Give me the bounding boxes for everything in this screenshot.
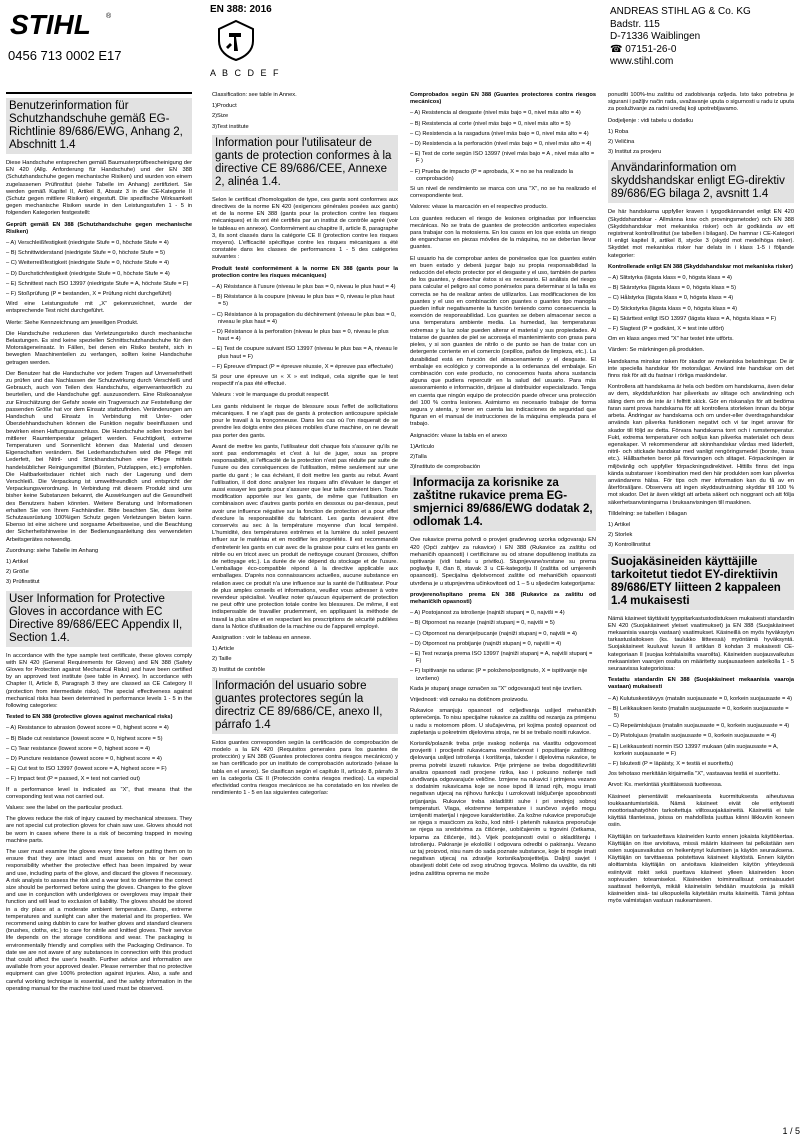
list-item: 2) Veličina: [608, 139, 635, 146]
page-number: 1 / 5: [782, 1126, 800, 1136]
section-heading-hr: Informacija za korisnike za zaštitne rukavice prema EG-smjernici 89/686/EWG dodatak 2, odlomak 1.4.: [410, 475, 596, 531]
paragraph: Geprüft gemäß EN 388 (Schutzhandschuhe gegen mechanische Risiken): [6, 221, 192, 235]
paragraph: ponuditi 100%-tnu zaštitu od zadobivanja ozljeda. Isto tako potrebna je sigurani i pažljiv način rada, uvažavanje uputa o sigurnosti u radu iz uputa za posluživanje za radni uređaj koji upotrebljavamo.: [608, 92, 794, 113]
list-item: – D) Pistolujuus (matalin suojausaste = 0, korkein suojausaste = 4): [608, 733, 777, 740]
list-item: – B) Blade cut resistance (lowest score = 0, highest score = 5): [6, 735, 163, 742]
list-item: – A) Résistance à l'usure (niveau le plus bas = 0, niveau le plus haut = 4): [212, 284, 396, 291]
paragraph: Vrijednosti: vidi oznaku na dotičnom proizvodu.: [410, 697, 529, 703]
list-item: 3) Prüfinstitut: [6, 579, 40, 586]
paragraph: Korisnik/polaznik treba prije svakog nošenja na vlastitu odgovornost provjeriti i procijeniti rukavicama neoštećenost i popuštanje zaštitnog djelovanja uslijed istrošenja i korištenja, također i dijelovima rukavice, te prema potrebi izuzeti rukavice. Prije primjene se treba dogoditi/izvršiti analiza opasnosti radi procjene rizika, kao i pokusno nošenje radi utvrđivanja odgovarajuće veličine. Izmjene na rukavici i primjena vezano s dodatnim rukavicama koje se nose ispod ili iznad njih, mogu imati negativan utjecaj na njihovu funkciju i uzrokovati isključenje sposobnosti prijanjanja. Rukavice treba skladištiti suhe i pri srednjoj sobnoj temperaturi. Vlaga, ekstremne temperature i sunčevo svjetlo mogu izmijeniti materijal i njegove karakteristike. Za kožne rukavice preporučuje se njega s masćicom za kožu, kod nitril- i pletenih rukavica preporučuje se njega sa sredstvima za čišćenje, uobičajenim u trgovini (četkama, krpama za čišćenje, itd.). Vijek postojanosti ovisi o skladištenju i istrošenju. Pakiranje je ekološki i odgovara odredbi o pakiranju. Vezano uz taj proizvod, nisu nam do sada poznate substance, koje bi mogle imati negativan utjecaj na zdravlje korisnika/posjetitelja. Daljnji savjet i obavijesti dobit ćete od svog stručnog trgovca. Molimo da uvažite, da niti jedna zaštitna oprema ne može: [410, 741, 596, 877]
paragraph: Der Benutzer hat die Handschuhe vor jedem Tragen auf Unversehrtheit zu prüfen und das Nachlassen der Schutzwirkung durch Verschleiß und Gebrauch, auch von Teilen des Handschuhs, eigenverantwortlich zu beurteilen, und die Handschuhe ggf. auszusondern. Eine Risikoanalyse zur Einschätzung der Gefahr sowie ein Tragversuch zur Feststellung der passenden Größe hat vor dem Einsatz stattzufinden. Veränderungen am Handschuh und Einsatz in Verbindung mit Unter- oder Überziehhandschuhen können die Funktion negativ beeinflussen und bewirken einen Haftungsausschluss. Die Handschuhe sollen trocken bei mittlerer Raumtemperatur gelagert werden. Feuchtigkeit, extreme Temperaturen und Sonnenlicht können das Material und dessen Eigenschaften verändern. Bei Lederhandschuhen wird die Pflege mit Lederfett, bei Nitril- und Strickhandschuhen eine Pflege mittels handelsüblicher Reinigungsmittel (Bürsten, Putzlappen, etc.) empfohlen. Die Haltbarkeitsdauer richtet sich nach der Lagerung und dem Verschleiß. Die Verpackung ist umweltfreundlich und entspricht der Verpackungsverordnung. In Verbindung mit diesem Produkt sind uns bisher keine Substanzen bekannt, die Auswirkungen auf die Gesundheit des Benutzers haben könnten. Weitere Beratung und Informationen erhalten Sie von Ihrem Fachhändler. Bitte beachten Sie, dass keine Schutzausrüstung 100%igen Schutz gegen Verletzungen bieten kann. Ebenso ist eine sichere und sorgsame Arbeitsweise, und die Beachtung der Sicherheitshinweise in der Bedienungsanleitung des verwendeten Arbeitsgerätes notwendig.: [6, 370, 192, 543]
list-item: 3)Test institute: [212, 123, 249, 130]
list-item: – C) Repeämislujuus (matalin suojausaste = 0, korkein suojausaste = 4): [608, 723, 790, 730]
list-item: – F) Stoßprüfung (P = bestanden, X = Prüfung nicht durchgeführt): [6, 291, 172, 298]
list-item: – F) Slagtest (P = godkänt, X = test inte utfört): [608, 326, 724, 333]
paragraph: provjereno/ispitano prema EN 388 (Rukavice za zaštitu od mehaničkih opasnosti): [410, 591, 596, 605]
list-item: – F) Impact test (P = passed, X = test not carried out): [6, 776, 140, 783]
paragraph: Käsineet pienentävät mekaanisesta kuormituksesta aiheutuvaa loukkaantumisriskiä. Nämä käsineet eivät ole erityisesti moottorisahatyöhön tarkoitettuja viiltosuojakäsineitä. Käsineitä ei tule käyttää tilanteissa, joissa on mahdollista juuttua kiinni liikkuviin koneen osiin.: [608, 793, 794, 829]
paragraph: In accordance with the type sample test certificate, these gloves comply with EN 420 (General Requirements for Gloves) and EN 388 (Safety Gloves for Protection against Mechanical Risks) and have been certified by an approved test institute (see table in Annex). In accordance with Chapter II, Article 8, Paragraph 3 they are classed as CE Category II (protection from intermediate risks). The special effectiveness against mechanical risks has been determined in performance levels 1 - 5 in the following categories:: [6, 652, 192, 709]
paragraph: Selon le certificat d'homologation de type, ces gants sont conformes aux directives de la norme EN 420 (exigences générales posées aux gants) et de la norme EN 388 (gants pour la protection contre les risques mécaniques) et ils ont été certifiés par un institut de contrôle agréé (voir le tableau en annexe). Conformément au chapitre II, article 8, paragraphe 3, ils sont classés dans la catégorie CE II (protection contre les risques moyens). L'efficacité spécifique contre les risques mécaniques a été constatée dans les classes de performances 1 - 5 des catégories suivantes :: [212, 196, 398, 261]
list-item: – C) Otpornost na deranje/pucanje (najniži stupanj = 0, najviši = 4): [410, 630, 577, 637]
paragraph: Kontrollerade enligt EN 388 (Skyddshandskar mot mekaniska risker): [608, 263, 793, 270]
list-item: – B) Resistencia al corte (nivel más bajo = 0, nivel más alto = 5): [410, 120, 571, 127]
section-heading-fr: Information pour l'utilisateur de gants de protection conformes à la directive CE 89/686/CEE, Annexe 2, alinéa 1.4.: [212, 135, 398, 191]
paragraph: Die Handschuhe reduzieren das Verletzungsrisiko durch mechanische Belastungen. Es sind keine speziellen Schnittschutzhandschuhe für den Motorsägeneinsatz. In Fällen, bei denen ein Risiko besteht, sich in bewegten Maschinenteilen zu verfangen, sollten keine Handschuhe getragen werden.: [6, 330, 192, 366]
paragraph: Dodjeljenje : vidi tabelu u dodatku: [608, 117, 694, 124]
document-number: 0456 713 0002 E17: [8, 48, 122, 63]
section-heading-sv: Användarinformation om skyddshandskar enligt EG-direktiv 89/686/EG bilaga 2, avsnitt 1.4: [608, 160, 794, 203]
paragraph: Produit testé conformément à la norme EN 388 (gants pour la protection contre les risques mécaniques): [212, 265, 398, 279]
list-item: 2)Talla: [410, 453, 427, 460]
company-street: Badstr. 115: [610, 18, 660, 30]
hammer-shield-icon: [216, 19, 256, 61]
list-item: – C) Hålstyrka (lägsta klass = 0, högsta klass = 4): [608, 295, 734, 302]
list-item: – D) Stickstyrka (lägsta klass = 0, högsta klass = 4): [608, 305, 737, 312]
paragraph: Tested to EN 388 (protective gloves against mechanical risks): [6, 714, 173, 721]
paragraph: Tilldelning: se tabellen i bilagan: [608, 510, 687, 517]
paragraph: Si pour une épreuve un « X » est indiqué, cela signifie que le test respectif n'a pas été effectué.: [212, 374, 398, 388]
list-item: 2) Größe: [6, 569, 29, 576]
list-item: – B) Leikkauksen kesto (matalin suojausaste = 0, korkein suojausaste = 5): [608, 705, 789, 719]
list-item: 1) Roba: [608, 128, 629, 135]
list-item: – E) Test de coupure suivant ISO 13997 (niveau le plus bas = A, niveau le plus haut = F): [212, 346, 398, 360]
company-phone: ☎ 07151-26-0: [610, 43, 677, 55]
paragraph: De här handskarna uppfyller kraven i typgodkännandet enligt EN 420 (Skyddshandskar - Allmänna krav och provningsmetoder) och EN 388 (Skyddshandskar mot mekaniska risker) och är godkända av ett registrerat kontrollinstitut (se tabellen i bilagan). De hamnar i CE-Kategori II enligt kapitel II, artikel 8, stycke 3 (skydd mot medelhöga risker). Skyddet mot mekaniska risker har delats in i klass 1-5 i följande kategorier:: [608, 209, 794, 259]
paragraph: Assignation : voir le tableau en annexe.: [212, 634, 312, 641]
list-item: 1) Artikel: [608, 521, 631, 528]
list-item: – A) Verschleißfestigkeit (niedrigste Stufe = 0, höchste Stufe = 4): [6, 240, 169, 247]
standard-letters: A B C D E F: [210, 68, 281, 78]
paragraph: Kada je stupanj snage označen sa "X" odgovarajući test nije izvršen.: [410, 685, 583, 692]
list-item: – B) Schnittwiderstand (niedrigste Stufe = 0, höchste Stufe = 5): [6, 250, 166, 257]
paragraph: Arvot: Ks. merkintää yksittäisessä tuotteessa.: [608, 782, 723, 789]
column-2: [212, 92, 398, 1122]
stihl-logo-graphic: [8, 8, 158, 40]
list-item: – E) Test rezanja prema ISO 13997 (najniži stupanj = A, najviši stupanj = F): [410, 650, 593, 665]
paragraph: Jos tehotaso merkitään kirjaimella "X", vastaavaa testiä ei suoritettu.: [608, 771, 780, 778]
list-item: – B) Résistance à la coupure (niveau le plus bas = 0, niveau le plus haut = 5): [212, 294, 395, 308]
company-city: D-71336 Waiblingen: [610, 31, 701, 42]
company-address: [610, 6, 751, 69]
list-item: – C) Weiterreißfestigkeit (niedrigste Stufe = 0, höchste Stufe = 4): [6, 260, 170, 267]
standard-block: [210, 4, 330, 78]
paragraph: Valores: véase la marcación en el respectivo producto.: [410, 204, 548, 211]
paragraph: Valeurs : voir le marquage du produit respectif.: [212, 392, 330, 399]
column-1: [6, 92, 192, 1122]
list-item: – F) Prueba de impacto (P = aprobada, X = no se ha realizado la comprobación): [410, 168, 574, 182]
list-item: – C) Resistencia a la rasgadura (nivel más bajo = 0, nivel más alto = 4): [410, 130, 589, 137]
list-item: – A) Slitstyrka (lägsta klass = 0, högsta klass = 4): [608, 275, 732, 282]
list-item: – B) Otpornost na rezanje (najniži stupanj = 0, najviši = 5): [410, 620, 555, 627]
list-item: – A) Resistencia al desgaste (nivel más bajo = 0, nivel más alto = 4): [410, 110, 581, 117]
list-item: – D) Otpornost na probijanje (najniži stupanj = 0, najviši = 4): [410, 640, 562, 647]
list-item: – B) Skärstyrka (lägsta klass = 0, högsta klass = 5): [608, 285, 737, 292]
paragraph: If a performance level is indicated as “X”, that means that the corresponding test was not carried out.: [6, 786, 192, 800]
paragraph: Comprobados según EN 388 (Guantes protectores contra riesgos mecánicos): [410, 92, 596, 106]
list-item: – A) Kulutuskestävyys (matalin suojausaste = 0, korkein suojausaste = 4): [608, 695, 792, 702]
company-name: ANDREAS STIHL AG & Co. KG: [610, 6, 751, 17]
paragraph: Kontrollera att handskarna är hela och bedöm om handskarna, även delar av dem, skyddsfunktion har påverkats av slitage och användning och släng dem om de inte är i felfritt skick. Gör en riskanalys för att bedöma faran samt prova handskarna för att kontrollera storleken innan du börjar arbeta. Ändringar av handskarna och om under-eller överdragshandskar används kan påverka funktionen negativt och vi tar inget ansvar för skador till följd av detta. Förvara handskarna torrt och i rumstemperatur. Fukt, extrema temperaturer och solljus kan påverka materialet och dess egenskaper. Vi rekommenderar att skinnhandskar vårdas med läderfett, nitril- och stickade handskar med vanligt rengöringsmedel (borste, trasa etc.). Hållbarheten beror på förvaringen och slitaget. Förpackningen är miljövänlig och uppfyller förpackningsdirektivet. Hittills finns det inga kända substanser i kombination med den här produkten som kan påverka användarens hälsa. För tips och mer information kan du få av en återförsäljare. Observera att ingen skyddsutrustning skyddar till 100 % mot skador. Det är även viktigt att arbeta säkert och noggrant och att följa säkerhetsanvisningarna i bruksanvisningen till maskinen.: [608, 384, 794, 506]
paragraph: Les gants réduisent le risque de blessure sous l'effet de sollicitations mécaniques. Il ne s'agit pas de gants à protection anticoupure spéciale pour le travail à la tronçonneuse. Dans les cas où l'on risquerait de se prendre les doigts entre des pièces mobiles d'une machine, on ne devrait pas porter des gants.: [212, 403, 398, 439]
paragraph: Los guantes reducen el riesgo de lesiones originadas por influencias mecánicas. No se trata de guantes de protección anticortes especiales para trabajar con la motosierra. En los casos en los que exista un riesgo de engancharse en piezas móviles de la máquina, no se deberían llevar guantes.: [410, 215, 596, 251]
paragraph: Values: see the label on the particular product.: [6, 805, 123, 812]
paragraph: Diese Handschuhe entsprechen gemäß Baumusterprüfbescheinigung der EN 420 (Allg. Anforderung für Handschuhe) und der EN 388 (Schutzhandschuhe gegen mechanische Risiken) und wurden von einem zugelassenen Prüfinstitut (siehe Tabelle im Anhang) zertifiziert. Sie werden gemäß Kapitel II, Artikel 8, Absatz 3 in die CE-Kategorie II (Schutz gegen mittlere Risiken) eingestuft. Die spezifische Wirksamkeit gegen mechanische Risiken wurde in den Leistungsstufen 1 - 5 in folgenden Kategorien festgestellt:: [6, 160, 192, 217]
paragraph: Värden: Se märkningen på produkten.: [608, 347, 705, 354]
list-item: – E) Skärttest enligt ISO 13997 (lägsta klass = A, högsta klass = F): [608, 315, 777, 322]
list-item: – D) Durchstichfestigkeit (niedrigste Stufe = 0, höchste Stufe = 4): [6, 270, 170, 277]
section-heading-fi: Suojakäsineiden käyttäjille tarkoitetut tiedot EY-direktiivin 89/686/ETY liitteen 2 kappaleen 1.4 mukaisesti: [608, 554, 794, 610]
list-item: 1)Artículo: [410, 443, 435, 450]
company-website[interactable]: www.stihl.com: [610, 56, 674, 67]
paragraph: The user must examine the gloves every time before putting them on to ensure that they are intact and must assess on his or her own responsibility whether the protective effect has been impaired by wear and use, including parts of the glove, and discard the gloves if necessary. A risk analysis to assess the risk and a wear test to determine the correct size should be performed before using the gloves. Changes to the glove and use in conjunction with underlgloves or overgloves may impair their function and will lead to exclusion of liability. The gloves should be stored in a dry place at a moderate ambient temperature. Damp, extreme temperatures and sunlight can alter the material and its properties. We recommend using dubbin to care for leather gloves and standard cleaners (brushes, cloths, etc.) to care for nitrile and knitted gloves. Their service life depends on the storage conditions and wear. The packaging is environmentally friendly and complies with the Packaging Ordinance. To date we are not aware of any substances in connection with this product that could affect the user's health. Further advice and information are available from your approved dealer. Please remember that no protective equipment can give 100% protection against injuries. Also, a safe and careful working technique is essential, and the safety information in the operating manual for the machine tool used must be observed.: [6, 849, 192, 992]
list-item: 3) Institut za provjeru: [608, 149, 662, 156]
list-item: 2) Taille: [212, 656, 232, 663]
logo-text: STIHL: [10, 9, 91, 40]
column-3: [410, 92, 596, 1122]
paragraph: Handskarna minskar risken för skador av mekaniska belastningar. De är inte speciella handskar för motorsågar. Använd inte handskar om det finns risk för att du fastnar i rörliga maskindelar.: [608, 358, 794, 380]
paragraph: Rukavice smanjuju opasnost od ozljeđivanja uslijed mehaničkih opterećenja. To nisu specijalne rukavice za zaštitu od rezanja za primjenu u radu s motornom pilom. U slučajevima, pri kojima postoji opasnost od zapletanja u pokretnim dijelovima stroja, ne bi se trebalo nositi rukavice.: [410, 708, 596, 736]
list-item: – E) Test de corte según ISO 13997 (nivel más bajo = A , nivel más alto = F ): [410, 151, 595, 165]
list-item: – D) Puncture resistance (lowest score = 0, highest score = 4): [6, 756, 162, 762]
paragraph: The gloves reduce the risk of injury caused by mechanical stresses. They are not special cut protection gloves for chain saw use. Gloves should not be worn in cases where there is a risk of becoming trapped in moving machine parts.: [6, 816, 192, 844]
paragraph: Ove rukavice prema potvrdi o provjeri građevnog uzorka odgovaraju EN 420 (Opći zahtjev za rukavice) i EN 388 (Rukavice za zaštitu od mehaničih opasnosti) i certificirane su od strane dopuštenog instituta za ispitivanje (vidi tabelu u privitku). Stupnjevane/svrstane su prema poglavlju II, član 8, stavak 3 u CE-kategoriju II (zaštita od umjerenih opasnosti). Specijalna djelotvornost zaštite od mehaničkih opasnosti utvrđena je u stupnjevima učinkovitosti od 1 – 5 u sljedećim kategorijama:: [410, 537, 596, 587]
section-heading-de: Benutzerinformation für Schutzhandschuhe gemäß EG-Richtlinie 89/686/EWG, Anhang 2, Abschnitt 1.4: [6, 98, 192, 154]
paragraph: Werte: Siehe Kennzeichnung am jeweiligen Produkt.: [6, 319, 139, 326]
paragraph: Avant de mettre les gants, l'utilisateur doit chaque fois s'assurer qu'ils ne sont pas endommagés et c'est à lui de juger, sous sa propre responsabilité, si l'efficacité de la protection n'est pas réduite par suite de l'usure ou des conséquences de l'utilisation, même seulement sur une partie du gant ; le cas échéant, il doit mettre les gants au rebut. Avant l'utilisation, il doit donc analyser les risques afin d'évaluer le danger et aussi essayer les gants pour s'assurer que leur taille convient bien. Toute modification apportée sur les gants, de même que l'utilisation en combinaison avec d'autres gants portés en dessous ou par-dessus, peut avoir une influence négative sur la fonction de protection et a pour effet d'exclure la responsabilité du fabricant. Les gants devraient être conservés au sec à la température moyenne d'un local tempéré. L'humidité, des températures extrêmes et la lumière du soleil peuvent influer sur le matériau et en modifier les propriétés. Il est recommandé d'entretenir les gants en cuir avec de la graisse pour cuirs et les gants en nitrile ou en tricot avec un produit de nettoyage courant (brosses, chiffon de nettoyage etc.). La durée de vie dépend du stockage et de l'usure. L'emballage éco-compatible répond à la directive applicable aux emballages. D'après nos connaissances actuelles, aucune substance en relation avec ce produit n'a une influence sur la santé de l'utilisateur. Pour de plus amples conseils et informations, veuillez vous adresser à votre revendeur spécialisé. Veuillez noter qu'aucun équipement de protection ne peut offrir une protection totale contre les blessures. De même, il est indispensable de travailler prudemment, en appliquant la méthode de travail la plus sûre et en respectant les prescriptions de sécurité publiées dans la Notice d'utilisation de la machine ou de l'appareil employé.: [212, 443, 398, 630]
list-item: 2)Size: [212, 113, 229, 120]
standard-title: EN 388: 2016: [210, 4, 272, 15]
paragraph: Om en klass anges med "X" har testet inte utförts.: [608, 336, 734, 343]
paragraph: Asignación: véase la tabla en el anexo: [410, 432, 508, 439]
list-item: – C) Résistance à la propagation du déchirement (niveau le plus bas = 0, niveau le plus haut = 4): [212, 311, 396, 325]
list-item: – E) Leikkaustesti normin ISO 13997 mukaan (alin suojausaste = A, korkein suojausaste = F): [608, 743, 779, 757]
paragraph: El usuario ha de comprobar antes de ponérselos que los guantes estén en buen estado y deberá juzgar bajo su propia responsabilidad la reducción del efecto protector por el desgaste y el uso, también de partes de los guantes, y desechar éstos si es necesario. El análisis del riesgo para calcular el peligro así como ponérselos para determinar si la talla es correcta se ha de realizar antes de utilizarlos. Las modificaciones de los guantes y el uso en combinación con guantes o guantes tipo manopla pueden influir negativamente la función teniendo como consecuencia la exención de responsabilidad. Los guantes se deben almacenar secos a una temperatura ambiente media. La humedad, las temperaturas extremas y la luz solar pueden alterar el material y sus propiedades. Al tratarse de guantes de piel se aconseja el mantenimiento con grasa para pieles, y si son guantes de nitrilo o de punto se han de tratar con un detergente corriente en el comercio (cepillos, paños de limpieza, etc.). La durabilidad está en función del almacenamiento y el desgaste. El embalaje es ecológico y corresponde a la ordenanza del embalaje. En combinación con este producto, no conocemos hasta ahora sustancia alguna que pudiera repercutir en la salud del usuario. Para más asesoramiento e información, diríjase al distribuidor especializado. Tenga en cuenta que ningún equipo de protección puede ofrecer una protección del 100 % contra lesiones. Asimismo es necesario trabajar de forma segura y atenta, y tener en cuenta las indicaciones de seguridad que figuran en el manual de instrucciones de la máquina empleada para el trabajo.: [410, 255, 596, 428]
list-item: – D) Résistance à la perforation (niveau le plus bas = 0, niveau le plus haut = 4): [212, 329, 389, 343]
paragraph: Si un nivel de rendimiento se marca con una "X", no se ha realizado el correspondiente test.: [410, 186, 596, 200]
list-item: 3) Institut de contrôle: [212, 666, 266, 673]
list-item: – F) Épreuve d'impact (P = épreuve réussie, X = épreuve pas effectuée): [212, 363, 394, 370]
section-heading-en: User Information for Protective Gloves in accordance with EC Directive 89/686/EEC Appendix II, Section 1.4.: [6, 591, 192, 647]
paragraph: Zuordnung: siehe Tabelle im Anhang: [6, 547, 99, 554]
list-item: 3) Kontrollinstitut: [608, 542, 651, 549]
paragraph: Wird eine Leistungsstufe mit „X“ gekennzeichnet, wurde der entsprechende Test nicht durchgeführt.: [6, 301, 192, 315]
column-4: [608, 92, 794, 1122]
list-item: – E) Cut test to ISO 13997 (lowest score = A, highest score = F): [6, 766, 167, 773]
list-item: – A) Resistance to abrasion (lowest score = 0, highest score = 4): [6, 725, 169, 732]
paragraph: Nämä käsineet täyttävät tyyppitarkastustodistuksen mukaisesti standardin EN 420 (Suojakäsineet yleiset vaatimukset) ja EN 388 (Suojakäsineet mekaanisia vaaroja vastaan) vaatimukset. Käsineillä on myös hyväksytyn tarkastuslaitoksen (ks. taulukko liitteessä) myöntämä hyväksyntä. Suojakäsineet kuuluvat luvun II artiklan 8 kohdan 3 mukaisesti CE-kategoriaan II (suojaa kohtalaisilta vaaroilta). Käsineiden suojausvaikutus mekaanisten vaarojen osalta on määritetty suojausasteen asteikolla 1 - 5 seuraavissa kategorioissa:: [608, 615, 794, 672]
section-heading-es: Información del usuario sobre guantes protectores según la directriz CE 89/686/CE, anexo II, párrafo 1.4: [212, 678, 398, 734]
list-item: 1) Article: [212, 646, 235, 653]
list-item: – D) Resistencia a la perforación (nivel más bajo = 0, nivel más alto = 4): [410, 141, 592, 148]
paragraph: Käyttäjän on tarkastettava käsineiden kunto ennen jokaista käyttökertaa. Käyttäjän on itse arvioitava, missä määrin käsineen tai pelkästään sen osien suojausvaikutus on heikentynyt kulumisen ja käytön seurauksena. Käyttäjän on tarvittaessa poistettava käsineet käytöstä. Ennen käytön aloittamista käyttäjän on arvioitava käsineiden käytön yhteydessä esiintyvät riskit sekä puettava käsineet ylleen käsineiden koon sopivuuden toteamiseksi. Käsineiden toiminnallisuut ominaisuudet saattavat heikentyä, mikäli käsineisiin tehdään muutoksia ja mikäli käsineiden sisä- tai ulkopuolella käytetään muita käsineitä. Tämä johtaa myös valmistajan vastuun raukeamiseen.: [608, 833, 794, 905]
paragraph: Classification: see table in Annex.: [212, 92, 297, 98]
list-item: – E) Schnittest nach ISO 13997 (niedrigste Stufe = A, höchste Stufe = F): [6, 280, 189, 287]
list-item: – C) Tear resistance (lowest score = 0, highest score = 4): [6, 745, 151, 752]
list-item: 1)Product: [212, 103, 237, 110]
list-item: 1) Artikel: [6, 558, 29, 565]
list-item: – A) Postojanost za istrošenje (najniži stupanj = 0, najviši = 4): [410, 610, 565, 617]
list-item: – F) Iskutesti (P = läpäisty, X = testiä ei suoritettu): [608, 761, 733, 767]
paragraph: Estos guantes corresponden según la certificación de comprobación de modelo a la EN 420 (Requisitos generales para los guantes de protección) y EN 388 (Guantes protectores contra riesgos mecánicos) y se han certificado por un instituto de comprobación autorizado (véase la tabla en el anexo). Se clasifican según el capítulo II, artículo 8, párrafo 3 en la categoría CE II (Protección contra riesgos medios). La especial efectividad contra riesgos mecánicos se ha constatado en los niveles de rendimiento 1 - 5 en las siguientes categorías:: [212, 739, 398, 797]
list-item: 2) Storlek: [608, 532, 633, 539]
stihl-logo: [8, 8, 158, 40]
list-item: 3)Instituto de comprobación: [410, 464, 481, 471]
list-item: – F) Ispitivanje na udarac (P = položeno/postignuto, X = ispitivanje nije izvršeno): [410, 668, 588, 682]
svg-text:®: ®: [106, 13, 112, 20]
paragraph: Testattu standardin EN 388 (Suojakäsineet mekaanisia vaaroja vastaan) mukaisesti: [608, 677, 794, 691]
